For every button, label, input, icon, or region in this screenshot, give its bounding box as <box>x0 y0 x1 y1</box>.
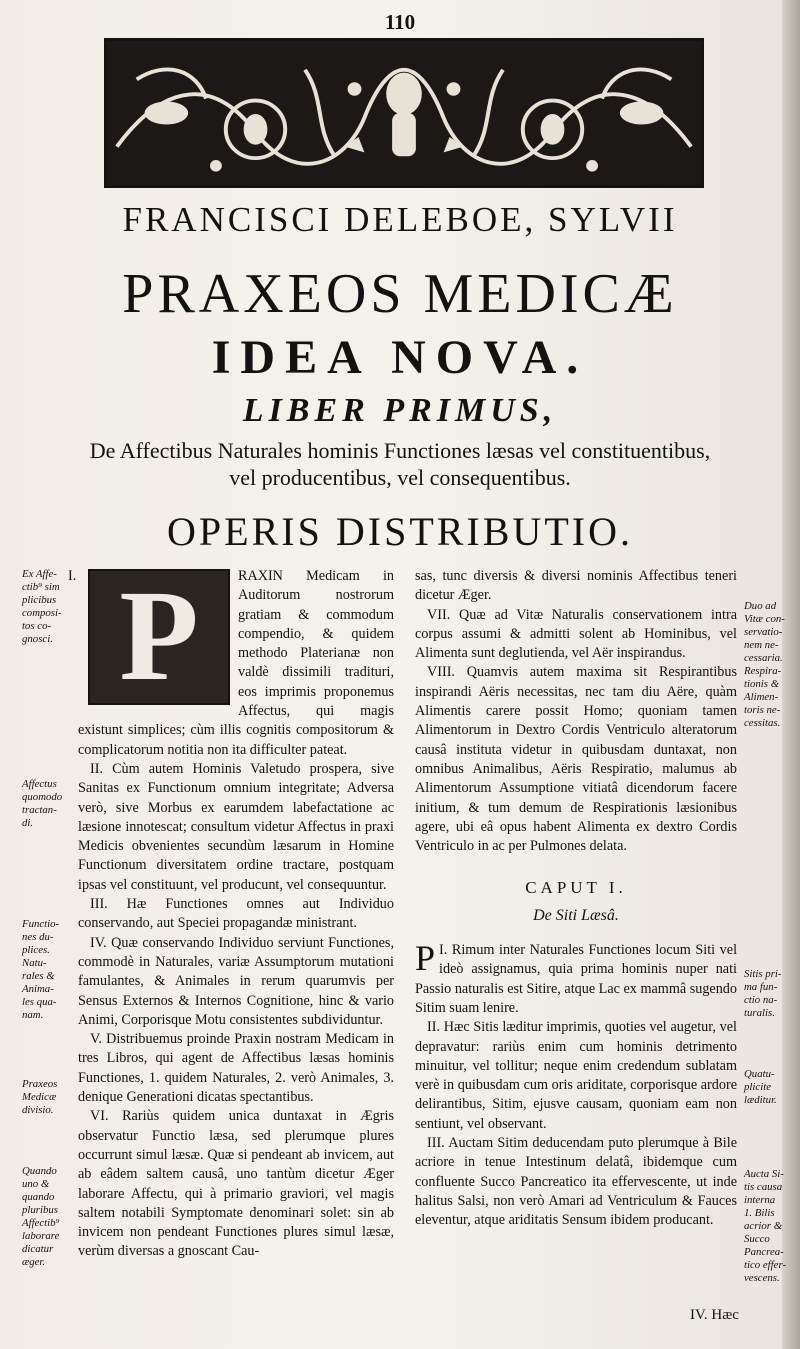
paragraph-number: I. <box>68 568 77 584</box>
paragraph: III. Hæ Functiones omnes aut Individuo conservando, aut Speciei propagandæ ministrant. <box>78 896 394 932</box>
catchword: IV. Hæc <box>690 1307 739 1323</box>
headpiece-vine-icon <box>107 41 701 185</box>
paragraph: VI. Rariùs quidem unica duntaxat in Ægris observatur Functio læsa, sed plerumque plures occurrunt simul læsæ. Quæ si pendeant ab invicem, aut ab eâdem saltem causâ, uno tantùm dicetur Æger laborare Affectu, qui à primario graviori, vel magis saltem notabili Symptomate denominari solet: sin ab invicem non pendeant Functiones plures simul læsæ, verùm diversas a gnoscant Cau- <box>78 1108 394 1260</box>
margin-note: Quatu- plicite læditur. <box>744 1068 777 1106</box>
chapter-heading: CAPUT I. <box>525 878 627 898</box>
paragraph: sas, tunc diversis & diversi nominis Affectibus teneri dicetur Æger. <box>415 568 737 604</box>
decorated-initial-image <box>88 569 230 705</box>
margin-note: Praxeos Medicæ divisio. <box>22 1078 58 1116</box>
work-title: PRAXEOS MEDICÆ <box>122 263 678 325</box>
paragraph: VIII. Quamvis autem maxima sit Respirantibus inspirandi Aëris necessitas, nec tam diu Aëre, quàm Alimentis carere possit Homo; quoniam tamen Alimentorum in Dextro Cordis Ventriculo alteratorum causâ instituta videtur in quibusdam duntaxat, non omnibus Animalibus, Aëris Respiratio, malumus ab Alimentorum Assumptione vitiatâ dicendorum facere initium, & tum demum de Respirationis læsionibus agere, ubi eâ opus habent Alimenta ex dextro Cordis Ventriculo in ac per Pulmones delata. <box>415 664 737 855</box>
paragraph: II. Hæc Sitis læditur imprimis, quoties vel augetur, vel depravatur: rariùs enim cum hominis detrimento minuitur, vel tollitur; neque enim credendum sublatam verè in quibusdam cum oris ariditate, corporisque ardore delirantibus, Sitim, ejusve causam, quoniam eam non sentiunt, vel observant. <box>415 1019 737 1132</box>
subtitle-line-1: De Affectibus Naturales hominis Functiones læsas vel constituentibus, <box>89 438 711 463</box>
margin-note: Sitis pri- ma fun- ctio na- turalis. <box>744 968 782 1019</box>
author-heading: FRANCISCI DELEBOE, SYLVII <box>122 200 678 239</box>
margin-note: Ex Affe- ctib⁹ sim plicibus composi- tos co- gnosci. <box>22 568 62 645</box>
page-number: 110 <box>384 10 416 34</box>
margin-note: Duo ad Vitæ con- servatio- nem ne- cessaria. Respira- tionis & Alimen- toris ne- cessitas. <box>744 600 785 729</box>
paragraph: IV. Quæ conservando Individuo serviunt Functiones, commodè in Naturales, variæ Assumptorum mutationi famulantes, & Animales in rerum quarumvis per Sensus Externos & Internos Cognitione, hinc & vario Animi, Corporisque Motu consistentes subdividuntur. <box>78 934 394 1028</box>
work-title-second-line: IDEA NOVA. <box>211 331 589 384</box>
margin-note: Affectus quomodo tractan- di. <box>22 778 63 829</box>
paragraph: II. Cùm autem Hominis Valetudo prospera, sive Sanitas ex Functionum omnium integritate; Adversa verò, sive Morbus ex earumdem labefactatione ac læsione innotescat; consultum videtur Affectus in praxi Medicis obvenientes secundùm læsarum in Homine Functionum diversitatem ordine tractare, postquam ipsas vel constituunt, vel producunt, vel consequuntur. <box>78 760 394 893</box>
margin-note: Aucta Si- tis causa interna 1. Bilis acrior & Succo Pancrea- tico effer- vescens. <box>744 1168 787 1284</box>
paragraph: VII. Quæ ad Vitæ Naturalis conservationem intra corpus assumi & admitti solent ab Hominibus, vel Alimenta sunt deglutienda, vel Aër inspirandus. <box>415 606 737 662</box>
right-text-column <box>415 567 737 1231</box>
subtitle-line-2: vel producentibus, vel consequentibus. <box>229 465 571 490</box>
paragraph-text: Rimum inter Naturales Functiones locum Siti vel ideò assignamus, quia prima hominis nuper nati Passio naturalis est Sitire, atque Lac ex mammâ sugendo Sitim suam lenire. <box>415 942 738 1016</box>
paragraph: III. Auctam Sitim deducendam puto plerumque à Bile acriore in tenue Intestinum delatâ, ibidemque cum confluente Succo Pancreatico ita effervescente, ut inde halitus Salsi, non verò Amari ad Ventriculum & Fauces eleventur, atque ariditatis Sensum ibidem producant. <box>415 1135 737 1229</box>
initial-letter: P <box>415 938 436 979</box>
paragraph: RAXIN Medicam in Auditorum nostrorum gratiam & commodum compendio, & quidem methodo Platerianæ non valdè dissimili tradituri, eos imprimis proponemus Affectus, qui magis existunt simplices; cùm illis cognitis compositorum & complicatorum notitia non ita difficulter pateat. <box>78 568 394 758</box>
ornamental-headpiece-image <box>104 38 704 188</box>
margin-note: Quando uno & quando pluribus Affectib⁹ laborare dicatur æger. <box>22 1165 60 1268</box>
left-text-column <box>68 567 394 1262</box>
paragraph <box>415 938 738 1018</box>
paragraph-number: I. <box>439 942 448 959</box>
margin-note: Functio- nes du- plices. Natu- rales & Anima- les qua- nam. <box>22 918 60 1021</box>
chapter-title: De Siti Læsâ. <box>533 906 619 924</box>
book-heading: LIBER PRIMUS, <box>242 392 558 429</box>
decorated-initial-letter: P <box>119 569 199 705</box>
paragraph: V. Distribuemus proinde Praxin nostram Medicam in tres Libros, qui agent de Affectibus læsas hominis Functiones, 1. quidem Naturales, 2. verò Animales, 3. denique Generationi dicatas spectantibus. <box>78 1031 394 1106</box>
section-heading: OPERIS DISTRIBUTIO. <box>167 509 633 554</box>
